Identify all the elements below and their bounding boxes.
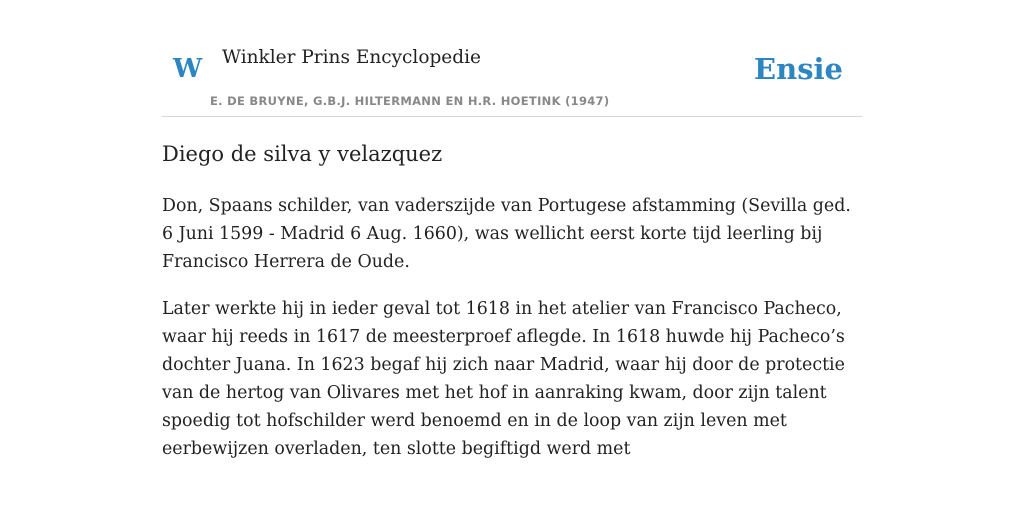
wp-logo-icon[interactable]: W <box>173 54 203 84</box>
publication-title[interactable]: Winkler Prins Encyclopedie <box>222 47 481 68</box>
article-paragraph: Later werkte hij in ieder geval tot 1618 in het atelier van Francisco Pacheco, waar hij reeds in 1617 de meesterproef aflegde. In 1618 huwde hij Pacheco’s dochter Juana. In 1623 begaf hij zich naar Madrid, waar hij door de protectie van de hertog van Olivares met het hof in aanraking kwam, door zijn talent spoedig tot hofschilder werd benoemd en in de loop van zijn leven met eerbewijzen overladen, ten slotte begiftigd werd met <box>162 299 845 459</box>
article-paragraph: Don, Spaans schilder, van vaderszijde van Portugese afstamming (Sevilla ged. 6 Juni 1599 - Madrid 6 Aug. 1660), was wellicht eerst korte tijd leerling bij Francisco Herrera de Oude. <box>162 196 851 272</box>
article-title: Diego de silva y velazquez <box>162 142 443 166</box>
ensie-logo[interactable]: Ensie <box>754 52 843 86</box>
publication-authors: E. DE BRUYNE, G.B.J. HILTERMANN EN H.R. HOETINK (1947) <box>210 94 610 108</box>
publication-header <box>162 40 862 117</box>
